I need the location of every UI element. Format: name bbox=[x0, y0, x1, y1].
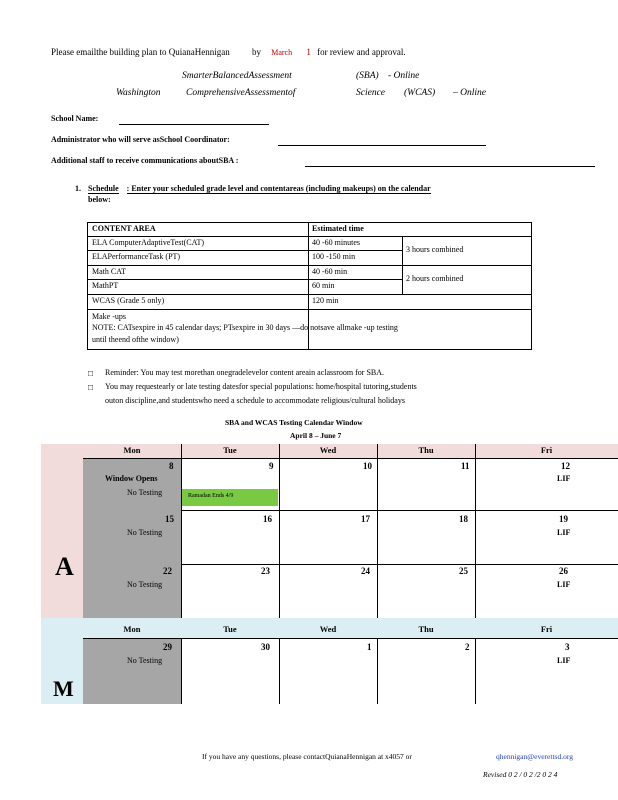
table-row-area: MathPT bbox=[92, 281, 119, 290]
ela-combined-time: 3 hours combined bbox=[406, 245, 464, 254]
makeup-note-2: until theend ofthe window) bbox=[92, 335, 179, 344]
date-apr-24: 24 bbox=[361, 566, 370, 576]
day-header-fri: Fri bbox=[540, 624, 553, 634]
makeup-note-1: NOTE: CATsexpire in 45 calendar days; PTsexpire in 30 days —do notsave allmake -up testing bbox=[92, 323, 398, 332]
ramadan-event[interactable] bbox=[182, 489, 278, 506]
wcas-c: Science bbox=[356, 88, 386, 98]
calendar-month-april bbox=[41, 444, 618, 618]
day-header-wed: Wed bbox=[319, 445, 337, 455]
math-group bbox=[88, 266, 531, 295]
day-header-tue: Tue bbox=[223, 445, 237, 455]
sba-name: SmarterBalancedAssessment bbox=[182, 71, 292, 81]
day-header-mon: Mon bbox=[123, 445, 141, 455]
wcas-b: ComprehensiveAssessmentof bbox=[186, 88, 296, 98]
reminder-1: Reminder: You may test morethan onegradelevelor content areain aclassroom for SBA. bbox=[105, 368, 385, 377]
table-header-row bbox=[88, 223, 531, 237]
intro-by: by bbox=[251, 47, 261, 57]
makeup-title: Make -ups bbox=[92, 312, 126, 321]
date-apr-8: 8 bbox=[169, 461, 174, 471]
no-testing-label: No Testing bbox=[127, 580, 163, 589]
calendar-month-may bbox=[41, 618, 618, 704]
lif-label: LIF bbox=[557, 656, 571, 665]
schedule-number: 1. bbox=[75, 184, 81, 193]
administrator-field[interactable] bbox=[278, 145, 486, 146]
date-apr-18: 18 bbox=[459, 514, 468, 524]
date-apr-15: 15 bbox=[165, 514, 174, 524]
reminder-2a: You may requestearly or late testing datesfor special populations: home/hospital tutoring,students bbox=[105, 382, 417, 391]
day-header-wed: Wed bbox=[319, 624, 337, 634]
date-apr-30: 30 bbox=[261, 642, 270, 652]
additional-staff-field[interactable] bbox=[305, 166, 595, 167]
intro-line bbox=[51, 47, 406, 57]
table-row-area: ELAPerformanceTask (PT) bbox=[92, 252, 181, 261]
calendar-subtitle: April 8 – June 7 bbox=[290, 431, 342, 440]
wcas-row bbox=[88, 295, 531, 310]
wcas-mode: – Online bbox=[453, 88, 486, 98]
revised-date: Revised 0 2 / 0 2 /2 0 2 4 bbox=[483, 770, 558, 779]
lif-label: LIF bbox=[557, 474, 571, 483]
math-combined-time: 2 hours combined bbox=[406, 274, 464, 283]
day-header-thu: Thu bbox=[418, 624, 434, 634]
table-row-area: Math CAT bbox=[92, 267, 126, 276]
date-apr-12: 12 bbox=[561, 461, 570, 471]
deadline-month: March bbox=[271, 48, 293, 57]
date-apr-26: 26 bbox=[559, 566, 568, 576]
month-side-letter: M bbox=[53, 676, 74, 701]
month-side-letter: A bbox=[55, 552, 74, 581]
table-row-area: ELA ComputerAdaptiveTest(CAT) bbox=[92, 238, 205, 247]
intro-text-a: Please emailthe building plan to QuianaHennigan bbox=[51, 47, 230, 57]
date-apr-19: 19 bbox=[559, 514, 568, 524]
makeup-row bbox=[88, 310, 531, 349]
content-area-table bbox=[87, 222, 532, 350]
intro-text-d: for review and approval. bbox=[317, 47, 406, 57]
lif-label: LIF bbox=[557, 580, 571, 589]
ramadan-event-label: Ramadan Ends 4/9 bbox=[188, 493, 234, 499]
table-row-time: 40 -60 min bbox=[312, 267, 348, 276]
date-may-1: 1 bbox=[367, 642, 372, 652]
day-header-thu: Thu bbox=[418, 445, 434, 455]
reminder-2b: outon discipline,and studentswho need a schedule to accommodate religious/cultural holidays bbox=[105, 396, 405, 405]
table-row-area: WCAS (Grade 5 only) bbox=[92, 296, 165, 305]
no-testing-label: No Testing bbox=[127, 656, 163, 665]
date-apr-29: 29 bbox=[163, 642, 172, 652]
date-apr-9: 9 bbox=[269, 461, 274, 471]
header-estimated-time: Estimated time bbox=[312, 224, 364, 233]
table-row-time: 40 -60 minutes bbox=[312, 238, 360, 247]
calendar-title: SBA and WCAS Testing Calendar Window bbox=[225, 418, 363, 427]
table-row-time: 120 min bbox=[312, 296, 339, 305]
date-may-2: 2 bbox=[465, 642, 470, 652]
date-apr-25: 25 bbox=[459, 566, 468, 576]
no-testing-label: No Testing bbox=[127, 488, 163, 497]
date-apr-11: 11 bbox=[461, 461, 470, 471]
wcas-a: Washington bbox=[116, 88, 161, 98]
schedule-instr-1: : Enter your scheduled grade level and contentareas (including makeups) on the calendar bbox=[126, 184, 431, 193]
header-content-area: CONTENT AREA bbox=[92, 224, 156, 233]
date-apr-10: 10 bbox=[363, 461, 372, 471]
ela-group bbox=[88, 237, 531, 266]
footer-questions: If you have any questions, please contactQuianaHennigan at x4057 or bbox=[202, 752, 412, 761]
day-header-fri: Fri bbox=[540, 445, 553, 455]
deadline-day: 1 bbox=[306, 47, 311, 57]
day-header-tue: Tue bbox=[223, 624, 237, 634]
table-row-time: 100 -150 min bbox=[312, 252, 356, 261]
date-apr-17: 17 bbox=[361, 514, 370, 524]
table-row-time: 60 min bbox=[312, 281, 335, 290]
lif-label: LIF bbox=[557, 528, 571, 537]
wcas-abbr: (WCAS) bbox=[404, 88, 436, 98]
administrator-label: Administrator who will serve asSchool Coordinator: bbox=[51, 135, 230, 144]
date-apr-22: 22 bbox=[163, 566, 172, 576]
date-may-3: 3 bbox=[565, 642, 570, 652]
date-apr-16: 16 bbox=[263, 514, 272, 524]
schedule-instruction bbox=[88, 184, 431, 194]
contact-email-link[interactable]: qhennigan@everettsd.org bbox=[496, 752, 573, 761]
schedule-label: Schedule bbox=[88, 184, 119, 193]
bullet-checkbox: □ bbox=[88, 368, 94, 378]
date-apr-23: 23 bbox=[261, 566, 270, 576]
school-name-label: School Name: bbox=[51, 114, 99, 123]
schedule-instr-2: below: bbox=[88, 195, 111, 204]
sba-mode: - Online bbox=[388, 71, 420, 81]
bullet-checkbox: □ bbox=[88, 382, 94, 392]
day-header-mon: Mon bbox=[123, 624, 141, 634]
additional-staff-label: Additional staff to receive communications aboutSBA : bbox=[51, 156, 239, 165]
sba-abbr: (SBA) bbox=[356, 71, 379, 81]
window-opens-label: Window Opens bbox=[105, 474, 158, 483]
no-testing-label: No Testing bbox=[127, 528, 163, 537]
school-name-field[interactable] bbox=[119, 124, 269, 125]
